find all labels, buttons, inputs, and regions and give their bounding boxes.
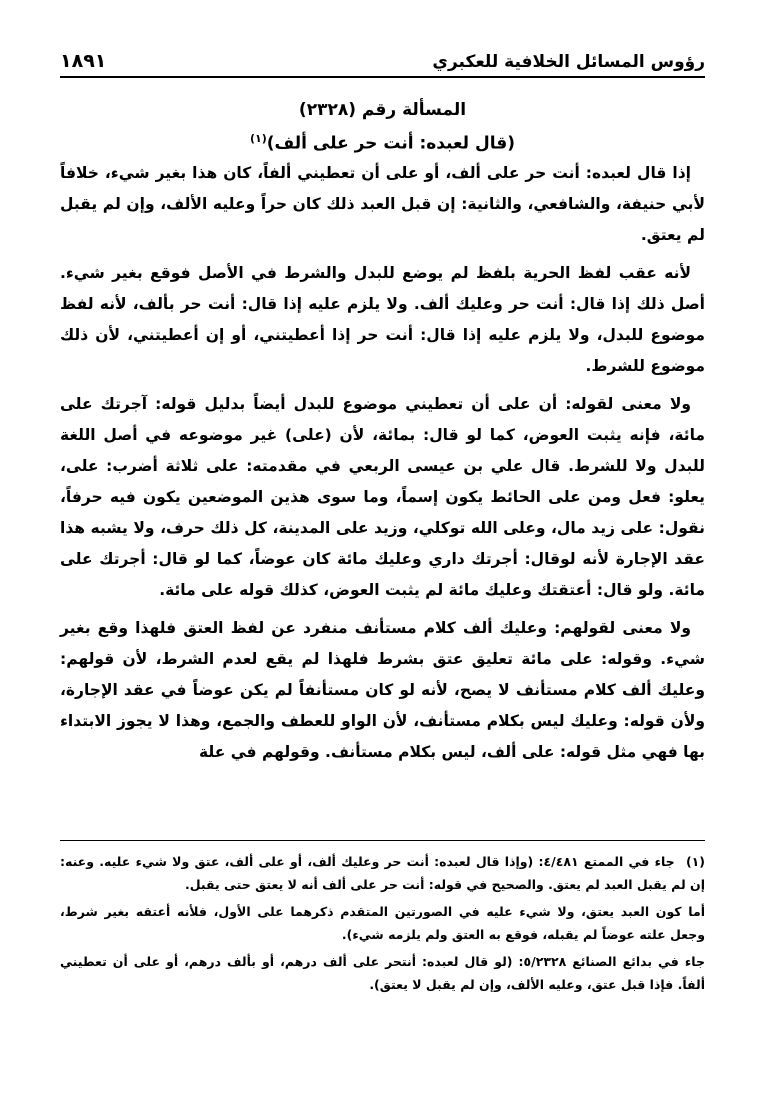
page-number: ١٨٩١: [60, 50, 107, 72]
footnote: [60, 850, 705, 896]
footnote-text: جاء في الممتع ٤/٤٨١: (وإذا قال لعبده: أنت حر وعليك ألف، أو على ألف، عتق ولا شيء عليه. وعنه: إن لم يقبل العبد لم يعتق. والصحيح في قوله: أنت حر على ألف أنه لا يعتق حتى يقبل.: [60, 854, 705, 892]
body-text: [60, 158, 705, 775]
footnote: [60, 950, 705, 996]
issue-title-text: (قال لعبده: أنت حر على ألف): [266, 133, 515, 154]
footnote-reference[interactable]: (١): [250, 132, 267, 145]
footnote-separator: [60, 840, 705, 841]
paragraph: ولا معنى لقوله: أن على أن تعطيني موضوع للبدل أيضاً بدليل قوله: آجرتك على مائة، فإنه يثبت العوض، كما لو قال: بمائة، لأن (على) غير موضوعه في أصل اللغة للبدل ولا للشرط. قال علي بن عيسى الربعي في مقدمته: على ثلاثة أضرب: على، يعلو: فعل ومن على الحائط يكون إسماً، وما سوى هذين الموضعين يكون فيه حرفاً، نقول: على زيد مال، وعلى الله توكلي، وزيد على المدينة، كل ذلك حرف، ولا يشبه هذا عقد الإجارة لأنه لوقال: أجرتك داري وعليك مائة كان عوضاً، كما لو قال: أجرتك على مائة. ولو قال: أعتقتك وعليك مائة لم يثبت العوض، كذلك قوله على مائة.: [60, 395, 705, 599]
issue-heading: [60, 96, 705, 159]
footnote-text: جاء في بدائع الصنائع ٥/٢٣٢٨: (لو قال لعبده: أنتحر على ألف درهم، أو بألف درهم، أو على أن تعطيني ألفاً. فإذا قبل عتق، وعليه الألف، وإن لم يقبل لا يعتق).: [60, 954, 705, 992]
footnote-text: أما كون العبد يعتق، ولا شيء عليه في الصورتين المتقدم ذكرهما على الأول، فلأنه أعتقه بغير شرط، وجعل علته عوضاً لم يقبله، فوقع به العتق ولم يلزمه شيء).: [60, 904, 705, 942]
issue-number: المسألة رقم (٢٣٢٨): [298, 100, 467, 120]
paragraph: ولا معنى لقولهم: وعليك ألف كلام مستأنف منفرد عن لفظ العتق فلهذا وقع بغير شيء. وقوله: على مائة تعليق عتق بشرط فلهذا لم يقع لعدم الشرط، لأن قولهم: وعليك ألف كلام مستأنف لا يصح، لأنه لو كان مستأنفاً لم يكن عوضاً في عقد الإجارة، ولأن قوله: وعليك ليس بكلام مستأنف، لأن الواو للعطف والجمع، وهذا لا يجوز الابتداء بها فهي مثل قوله: على ألف، ليس بكلام مستأنف. وقولهم في علة: [60, 619, 705, 761]
footnote: [60, 900, 705, 946]
running-header: [60, 50, 705, 78]
footnote-number: (١): [685, 854, 706, 869]
issue-title: [60, 124, 705, 159]
book-title: رؤوس المسائل الخلافية للعكبري: [432, 52, 705, 72]
paragraph: إذا قال لعبده: أنت حر على ألف، أو على أن تعطيني ألفاً، كان هذا بغير شيء، خلافاً لأبي حنيفة، والشافعي، والثانية: إن قبل العبد ذلك كان حراً وعليه الألف، وإن لم يقبل لم يعتق.: [60, 164, 705, 244]
paragraph: لأنه عقب لفظ الحرية بلفظ لم يوضع للبدل والشرط في الأصل فوقع بغير شيء. أصل ذلك إذا قال: أنت حر وعليك ألف. ولا يلزم عليه إذا قال: أنت حر بألف، لأنه لفظ موضوع للبدل، ولا يلزم عليه إذا قال: أنت حر إذا أعطيتني، أو إن أعطيتني، لأن ذلك موضوع للشرط.: [60, 264, 705, 375]
footnotes: [60, 850, 705, 1000]
